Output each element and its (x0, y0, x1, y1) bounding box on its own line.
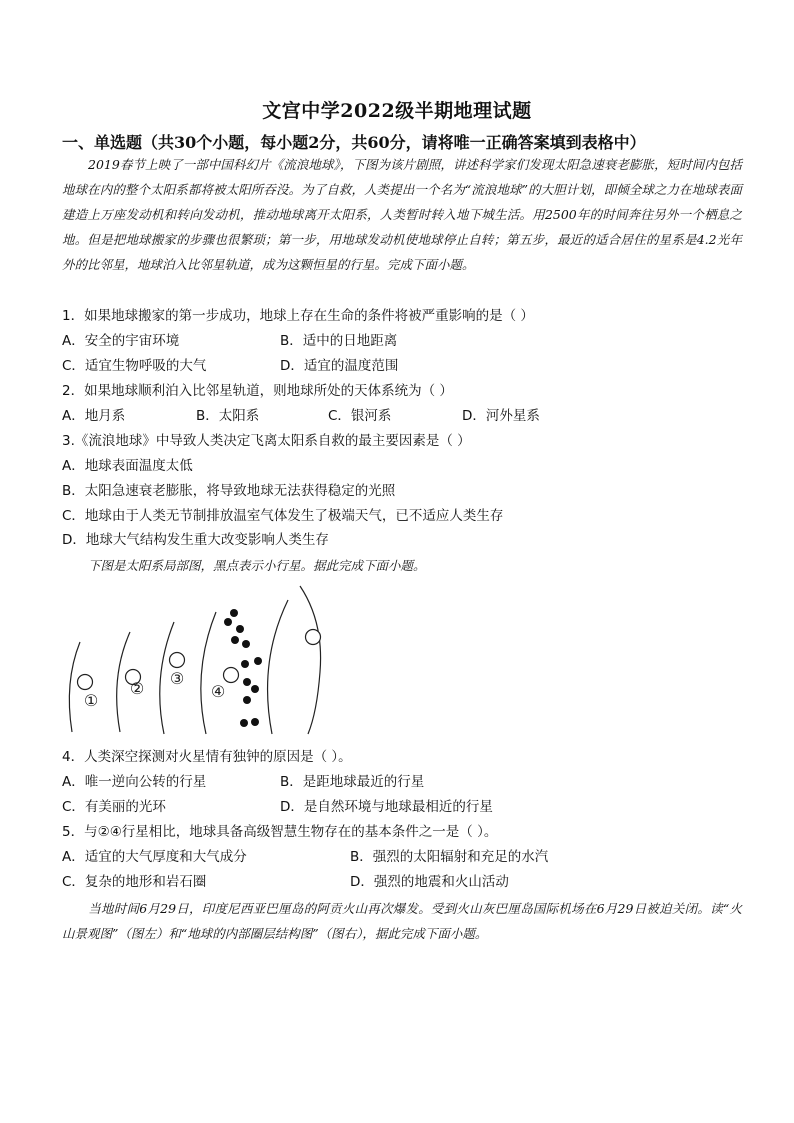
question-1-option-a: A．安全的宇宙环境 (62, 333, 180, 349)
question-5-option-d: D．强烈的地震和火山活动 (350, 874, 509, 890)
orbit-6 (300, 586, 321, 734)
question-3-option-a: A．地球表面温度太低 (62, 458, 193, 474)
question-2-option-c: C．银河系 (328, 408, 392, 424)
question-5-option-b: B．强烈的太阳辐射和充足的水汽 (350, 849, 549, 865)
question-4-option-d: D．是自然环境与地球最相近的行星 (280, 799, 493, 815)
question-4-stem: 4．人类深空探测对火星情有独钟的原因是（ ）。 (62, 749, 352, 765)
reading-passage-1 (62, 152, 742, 277)
asteroid (243, 696, 251, 704)
passage-1-text: 2019春节上映了一部中国科幻片《流浪地球》，下图为该片剧照，讲述科学家们发现太阳急速衰老膨胀，短时间内包括地球在内的整个太阳系都将被太阳所吞没。为了自救，人类提出一个名为“流浪地球”的大胆计划，即倾全球之力在地球表面建造上万座发动机和转向发动机，推动地球离开太阳系，人类暂时转入地下城生活。用2500年的时间奔往另外一个栖息之地。但是把地球搬家的步骤也很繁琐；第一步，用地球发动机使地球停止自转；第五步，最近的适合居住的星系是4.2光年外的比邻星，地球泊入比邻星轨道，成为这颗恒星的行星。完成下面小题。 (62, 157, 742, 272)
planet-3 (170, 653, 185, 668)
asteroid (241, 660, 249, 668)
question-2-option-d: D．河外星系 (462, 408, 540, 424)
question-3-option-b: B．太阳急速衰老膨胀，将导致地球无法获得稳定的光照 (62, 483, 396, 499)
solar-system-figure (62, 582, 362, 742)
asteroid (242, 640, 250, 648)
planet-label-3: ③ (169, 669, 185, 688)
question-2-option-a: A．地月系 (62, 408, 126, 424)
question-4-option-c: C．有美丽的光环 (62, 799, 166, 815)
asteroid (243, 678, 251, 686)
question-5-option-a: A．适宜的大气厚度和大气成分 (62, 849, 247, 865)
asteroid (230, 609, 238, 617)
question-2-stem: 2．如果地球顺利泊入比邻星轨道，则地球所处的天体系统为（ ） (62, 383, 453, 399)
exam-title: 文宫中学2022级半期地理试题 (262, 100, 532, 122)
question-4-option-b: B．是距地球最近的行星 (280, 774, 425, 790)
asteroid (254, 657, 262, 665)
asteroid (236, 625, 244, 633)
asteroid (251, 685, 259, 693)
planet-label-1: ① (83, 691, 99, 710)
question-5-stem: 5．与②④行星相比，地球具备高级智慧生物存在的基本条件之一是（ ）。 (62, 824, 498, 840)
planet-6 (306, 630, 321, 645)
question-3-option-d: D．地球大气结构发生重大改变影响人类生存 (62, 532, 329, 548)
question-2-option-b: B．太阳系 (196, 408, 260, 424)
orbit-4 (201, 612, 216, 734)
question-1-option-b: B．适中的日地距离 (280, 333, 398, 349)
planet-label-2: ② (129, 679, 145, 698)
section-heading: 一、单选题（共30个小题，每小题2分，共60分，请将唯一正确答案填到表格中） (62, 133, 646, 152)
question-1-option-c: C．适宜生物呼吸的大气 (62, 358, 207, 374)
orbit-1 (69, 642, 80, 732)
question-3-option-c: C．地球由于人类无节制排放温室气体发生了极端天气，已不适应人类生存 (62, 508, 504, 524)
passage-2-text: 下图是太阳系局部图，黑点表示小行星。据此完成下面小题。 (88, 558, 426, 573)
planet-4 (224, 668, 239, 683)
question-4-option-a: A．唯一逆向公转的行星 (62, 774, 207, 790)
question-1-stem: 1．如果地球搬家的第一步成功，地球上存在生命的条件将被严重影响的是（ ） (62, 308, 534, 324)
question-5-option-c: C．复杂的地形和岩石圈 (62, 874, 207, 890)
passage-3-text: 当地时间6月29日，印度尼西亚巴厘岛的阿贡火山再次爆发。受到火山灰巴厘岛国际机场在6月29日被迫关闭。读“火山景观图”（图左）和“地球的内部圈层结构图”（图右），据此完成下面小题。 (62, 901, 742, 941)
question-1-option-d: D．适宜的温度范围 (280, 358, 399, 374)
planet-label-4: ④ (210, 682, 226, 701)
planet-1 (78, 675, 93, 690)
asteroid (231, 636, 239, 644)
reading-passage-2 (62, 553, 742, 578)
question-3-stem: 3.《流浪地球》中导致人类决定飞离太阳系自救的最主要因素是（ ） (62, 433, 471, 449)
asteroid (224, 618, 232, 626)
orbit-5 (268, 600, 288, 734)
reading-passage-3 (62, 896, 742, 946)
asteroid (251, 718, 259, 726)
asteroid (240, 719, 248, 727)
